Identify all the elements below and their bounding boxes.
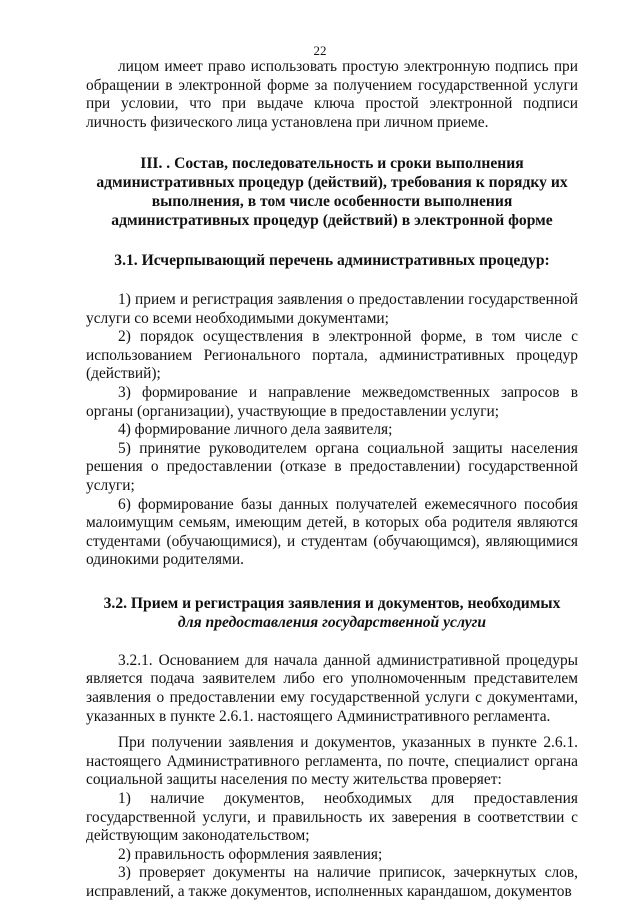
list-item: 2) правильность оформления заявления;: [118, 845, 383, 863]
page-number: 22: [313, 43, 327, 58]
list-item: 1) наличие документов, необходимых для предоставления государственной услуги, и правильность их заверения в соответствии с действующим законодательством;: [86, 790, 578, 845]
list-item: 2) порядок осуществления в электронной форме, в том числе с использованием Регионального портала, административных процедур (действий);: [86, 328, 578, 383]
subsection-3-2-heading-line2: для предоставления государственной услуги: [177, 613, 487, 631]
list-item: 1) прием и регистрация заявления о предоставлении государственной услуги со всеми необходимыми документами;: [86, 290, 578, 327]
subsection-3-1-heading: 3.1. Исчерпывающий перечень административных процедур:: [114, 252, 550, 270]
body-paragraph: При получении заявления и документов, указанных в пункте 2.6.1. настоящего Административного регламента, по почте, специалист органа социальной защиты населения по месту жительства проверяет:: [86, 734, 578, 789]
subsection-3-2-heading-line1: 3.2. Прием и регистрация заявления и документов, необходимых: [103, 594, 561, 612]
list-item: 5) принятие руководителем органа социальной защиты населения решения о предоставлении (отказе в предоставлении) государственной услуги;: [86, 439, 578, 494]
subsection-3-2-heading: [86, 594, 578, 632]
body-paragraph: 3.2.1. Основанием для начала данной административной процедуры является подача заявителем либо его уполномоченным представителем заявления о предоставлении ему государственной услуги с документами, указанных в пункте 2.6.1. настоящего Административного регламента.: [86, 651, 578, 725]
section-heading: III. . Состав, последовательность и сроки выполнения административных процедур (действий), требования к порядку их выполнения, в том числе особенности выполнения административных процедур (действий) в электронной форме: [96, 155, 568, 230]
page-content: [86, 58, 578, 902]
list-item: 3) проверяет документы на наличие приписок, зачеркнутых слов, исправлений, а также документов, исполненных карандашом, документов: [86, 864, 578, 900]
list-item: 3) формирование и направление межведомственных запросов в органы (организации), участвующие в предоставлении услуги;: [86, 383, 578, 420]
intro-paragraph: лицом имеет право использовать простую электронную подпись при обращении в электронной форме за получением государственной услуги при условии, что при выдаче ключа простой электронной подписи личность физического лица установлена при личном приеме.: [86, 58, 578, 131]
list-item: 6) формирование базы данных получателей ежемесячного пособия малоимущим семьям, имеющим детей, в которых оба родителя являются студентами (обучающимися), и студентам (обучающимся), являющимися одинокими родителями.: [86, 495, 578, 569]
list-item: 4) формирование личного дела заявителя;: [118, 421, 393, 439]
